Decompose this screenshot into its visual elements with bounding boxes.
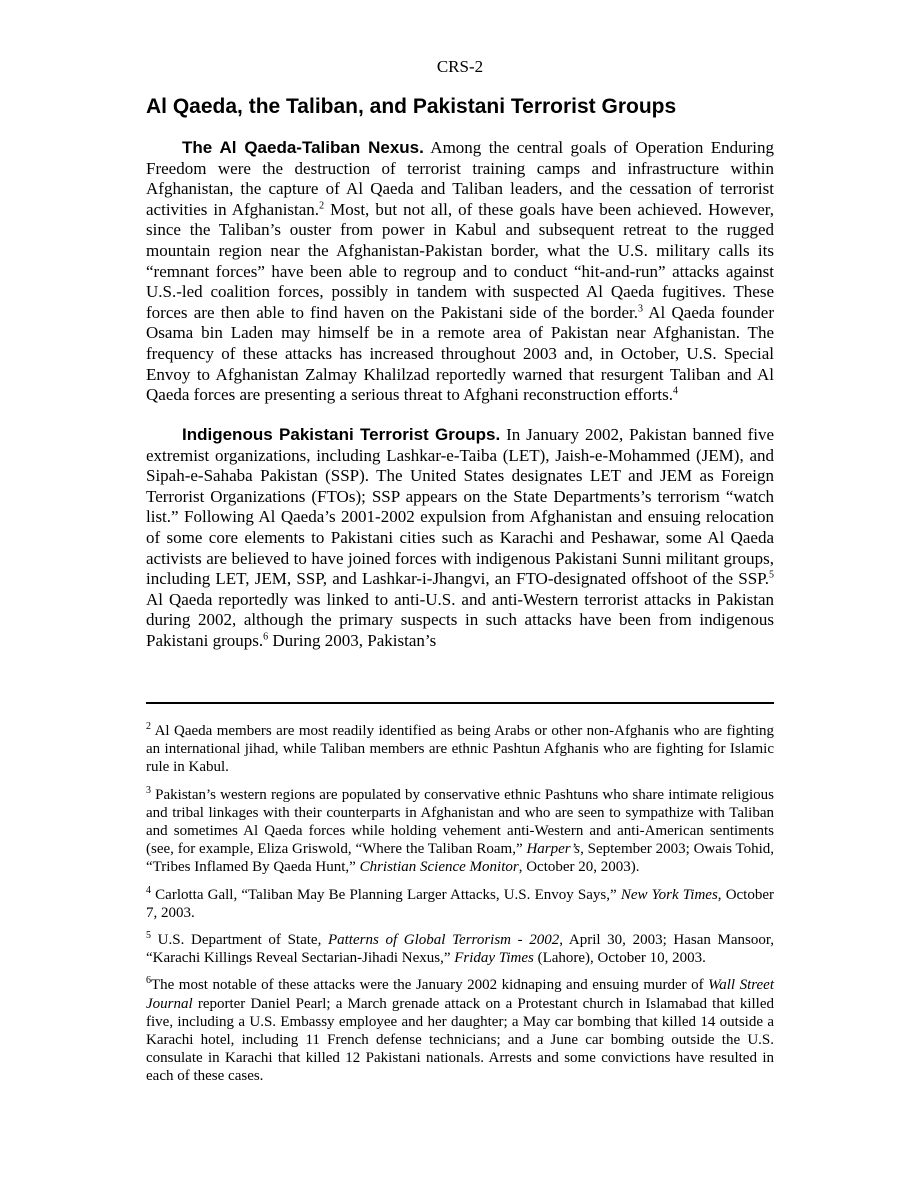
footnote-text: , October 7, 2003. bbox=[146, 886, 775, 921]
footnote-text: Carlotta Gall, “Taliban May Be Planning Larger Attacks, U.S. Envoy Says,” bbox=[155, 886, 621, 903]
paragraph-lead-heading: Indigenous Pakistani Terrorist Groups. bbox=[182, 425, 501, 444]
footnote-number: 3 bbox=[146, 784, 151, 796]
footnote-3 bbox=[146, 786, 774, 877]
paragraph-al-qaeda-taliban-nexus bbox=[146, 138, 774, 406]
footnote-number: 4 bbox=[146, 884, 151, 896]
footnote-text: (Lahore), October 10, 2003. bbox=[533, 950, 706, 967]
paragraph-text: Al Qaeda founder Osama bin Laden may himself be in a remote area of Pakistan near Afghanistan. The frequency of these attacks has increased throughout 2003 and, in October, U.S. Special Envoy to Afghanistan Zalmay Khalilzad reportedly warned that resurgent Taliban and Al Qaeda forces are presenting a serious threat to Afghani reconstruction efforts. bbox=[146, 302, 774, 405]
publication-title: Friday Times bbox=[454, 950, 534, 967]
footnote-number: 5 bbox=[146, 930, 151, 942]
paragraph-text: In January 2002, Pakistan banned five extremist organizations, including Lashkar-e-Taiba (LET), Jaish-e-Mohammed (JEM), and Sipah-e-Sahaba Pakistan (SSP). The United States designates LET and JEM as Foreign Terrorist Organizations (FTOs); SSP appears on the State Departments’s terrorism “watch list.” Following Al Qaeda’s 2001-2002 expulsion from Afghanistan and ensuing relocation of some core elements to Pakistani cities such as Karachi and Peshawar, some Al Qaeda activists are believed to have joined forces with indigenous Pakistani Sunni militant groups, including LET, JEM, SSP, and Lashkar-i-Jhangvi, an FTO-designated offshoot of the SSP. bbox=[146, 425, 774, 589]
footnote-text: , October 20, 2003). bbox=[518, 859, 640, 876]
footnote-text: reporter Daniel Pearl; a March grenade attack on a Protestant church in Islamabad that killed five, including a U.S. Embassy employee and her daughter; a May car bombing that killed 14 outside a Karachi hotel, including 11 French defense technicians; and a June car bombing outside the U.S. consulate in Karachi that killed 12 Pakistani nationals. Arrests and some convictions have resulted in each of these cases. bbox=[146, 995, 774, 1085]
footnote-6 bbox=[146, 976, 774, 1085]
footnote-5 bbox=[146, 931, 774, 967]
footnote-text: Al Qaeda members are most readily identified as being Arabs or other non-Afghanis who are fighting an international jihad, while Taliban members are ethnic Pashtun Afghanis who are fighting for Islamic rule in Kabul. bbox=[146, 723, 774, 776]
footnotes bbox=[146, 722, 774, 1095]
publication-title: Christian Science Monitor bbox=[359, 859, 519, 876]
footnote-number: 2 bbox=[146, 721, 151, 732]
footnote-ref[interactable]: 6 bbox=[263, 631, 269, 643]
publication-title: Wall Street Journal bbox=[146, 977, 774, 1012]
footnote-ref[interactable]: 5 bbox=[769, 569, 774, 581]
footnote-text: The most notable of these attacks were the January 2002 kidnaping and ensuing murder of bbox=[151, 977, 709, 994]
footnote-separator bbox=[146, 702, 774, 704]
footnote-ref[interactable]: 3 bbox=[638, 303, 643, 315]
paragraph-text: During 2003, Pakistan’s bbox=[268, 630, 437, 650]
footnote-text: U.S. Department of State, bbox=[157, 932, 328, 949]
section-heading: Al Qaeda, the Taliban, and Pakistani Terrorist Groups bbox=[146, 95, 677, 118]
footnote-ref[interactable]: 2 bbox=[319, 200, 325, 212]
paragraph-indigenous-pakistani-groups bbox=[146, 425, 774, 652]
footnote-text: , April 30, 2003; Hasan Mansoor, “Karachi Killings Reveal Sectarian-Jihadi Nexus,” bbox=[146, 932, 775, 967]
paragraph-text: Al Qaeda reportedly was linked to anti-U.S. and anti-Western terrorist attacks in Pakistan during 2002, although the primary suspects in such attacks have been from indigenous Pakistani groups. bbox=[146, 589, 774, 650]
publication-title: Harper’s bbox=[526, 841, 581, 858]
footnote-text: Pakistan’s western regions are populated by conservative ethnic Pashtuns who share intimate religious and tribal linkages with their counterparts in Afghanistan and who are seen to sympathize with Taliban and sometimes Al Qaeda forces while holding vehement anti-Western and anti-American sentiments (see, for example, Eliza Griswold, “Where the Taliban Roam,” bbox=[146, 786, 774, 858]
paragraph-text: Among the central goals of Operation Enduring Freedom were the destruction of terrorist training camps and infrastructure within Afghanistan, the capture of Al Qaeda and Taliban leaders, and the cessation of terrorist activities in Afghanistan. bbox=[146, 138, 774, 219]
footnote-4 bbox=[146, 886, 774, 922]
paragraph-lead-heading: The Al Qaeda-Taliban Nexus. bbox=[182, 138, 424, 157]
publication-title: New York Times bbox=[620, 886, 718, 903]
footnote-number: 6 bbox=[146, 975, 151, 987]
footnote-ref[interactable]: 4 bbox=[672, 385, 678, 397]
publication-title: Patterns of Global Terrorism - 2002 bbox=[327, 932, 560, 949]
footnote-text: , September 2003; Owais Tohid, “Tribes Inflamed By Qaeda Hunt,” bbox=[146, 841, 775, 876]
footnote-2 bbox=[146, 722, 774, 777]
page-number-header: CRS-2 bbox=[436, 57, 484, 76]
paragraph-text: Most, but not all, of these goals have been achieved. However, since the Taliban’s ouster from power in Kabul and subsequent retreat to the rugged mountain region near the Afghanistan-Pakistan border, what the U.S. military calls its “remnant forces” have been able to regroup and to conduct “hit-and-run” attacks against U.S.-led coalition forces, possibly in tandem with suspected Al Qaeda fugitives. These forces are then able to find haven on the Pakistani side of the border. bbox=[146, 199, 774, 322]
